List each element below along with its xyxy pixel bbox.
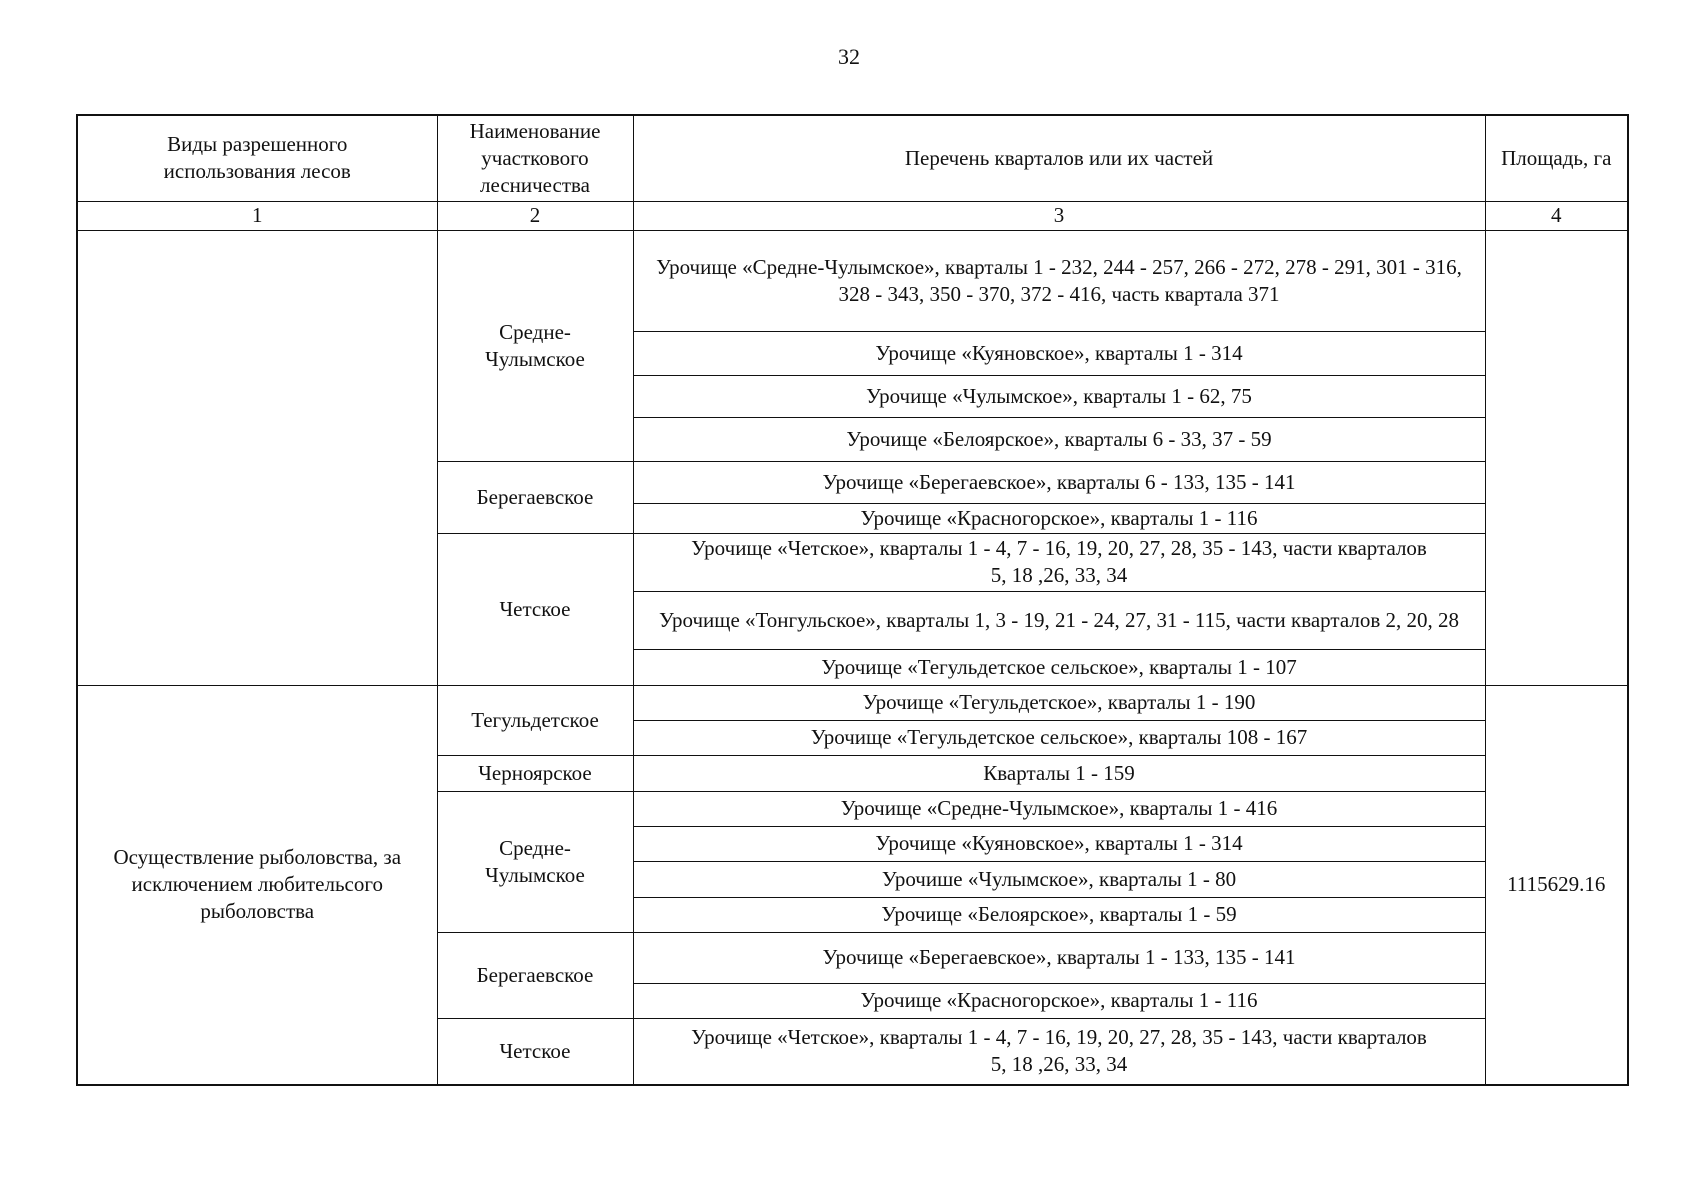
header-use-type: Виды разрешенного использования лесов xyxy=(77,115,437,201)
header-row xyxy=(77,115,1628,201)
quarter-list-item: Урочище «Четское», кварталы 1 - 4, 7 - 16, 19, 20, 27, 28, 35 - 143, части кварталов 5, 18 ,26, 33, 34 xyxy=(633,533,1485,591)
column-number: 2 xyxy=(437,201,633,230)
header-forestry: Наименование участкового лесничества xyxy=(437,115,633,201)
table-row xyxy=(77,685,1628,720)
forestry-name: Тегульдетское xyxy=(437,685,633,755)
quarter-list-item: Урочище «Белоярское», кварталы 1 - 59 xyxy=(633,897,1485,932)
use-type-cell: Осуществление рыболовства, за исключением любительсого рыболовства xyxy=(77,685,437,1085)
use-type-cell xyxy=(77,230,437,685)
area-cell: 1115629.16 xyxy=(1485,685,1628,1085)
quarter-list-item: Урочище «Белоярское», кварталы 6 - 33, 37 - 59 xyxy=(633,417,1485,461)
forestry-name: Средне-Чулымское xyxy=(437,791,633,932)
forestry-name: Берегаевское xyxy=(437,932,633,1018)
quarter-list-item: Урочище «Красногорское», кварталы 1 - 116 xyxy=(633,983,1485,1018)
forestry-name: Берегаевское xyxy=(437,461,633,533)
quarter-list-item: Урочище «Средне-Чулымское», кварталы 1 - 416 xyxy=(633,791,1485,826)
forestry-name: Четское xyxy=(437,533,633,685)
page-number: 32 xyxy=(838,44,860,69)
forestry-name: Средне-Чулымское xyxy=(437,230,633,461)
quarter-list-item: Урочище «Тегульдетское сельское», кварталы 108 - 167 xyxy=(633,720,1485,755)
column-number: 4 xyxy=(1485,201,1628,230)
quarter-list-item: Урочище «Куяновское», кварталы 1 - 314 xyxy=(633,331,1485,375)
quarter-list-item: Урочише «Чулымское», кварталы 1 - 80 xyxy=(633,861,1485,897)
quarter-list-item: Урочище «Средне-Чулымское», кварталы 1 - 232, 244 - 257, 266 - 272, 278 - 291, 301 - 316, 328 - 343, 350 - 370, 372 - 416, часть квартала 371 xyxy=(633,230,1485,331)
quarter-list-item: Урочище «Тегульдетское сельское», кварталы 1 - 107 xyxy=(633,649,1485,685)
quarter-list-item: Урочище «Красногорское», кварталы 1 - 116 xyxy=(633,503,1485,533)
area-cell xyxy=(1485,230,1628,685)
table-row xyxy=(77,230,1628,331)
quarter-list-item: Урочище «Берегаевское», кварталы 1 - 133, 135 - 141 xyxy=(633,932,1485,983)
quarter-list-item: Урочище «Тонгульское», кварталы 1, 3 - 19, 21 - 24, 27, 31 - 115, части кварталов 2, 20, 28 xyxy=(633,591,1485,649)
column-number: 1 xyxy=(77,201,437,230)
quarter-list-item: Урочище «Чулымское», кварталы 1 - 62, 75 xyxy=(633,375,1485,417)
header-area: Площадь, га xyxy=(1485,115,1628,201)
quarter-list-item: Урочище «Куяновское», кварталы 1 - 314 xyxy=(633,826,1485,861)
column-number-row xyxy=(77,201,1628,230)
forest-use-table xyxy=(76,114,1629,1086)
quarter-list-item: Кварталы 1 - 159 xyxy=(633,755,1485,791)
forestry-name: Четское xyxy=(437,1018,633,1085)
forestry-name: Черноярское xyxy=(437,755,633,791)
header-quarters: Перечень кварталов или их частей xyxy=(633,115,1485,201)
column-number: 3 xyxy=(633,201,1485,230)
quarter-list-item: Урочище «Четское», кварталы 1 - 4, 7 - 16, 19, 20, 27, 28, 35 - 143, части кварталов 5, 18 ,26, 33, 34 xyxy=(633,1018,1485,1085)
quarter-list-item: Урочище «Берегаевское», кварталы 6 - 133, 135 - 141 xyxy=(633,461,1485,503)
quarter-list-item: Урочище «Тегульдетское», кварталы 1 - 190 xyxy=(633,685,1485,720)
